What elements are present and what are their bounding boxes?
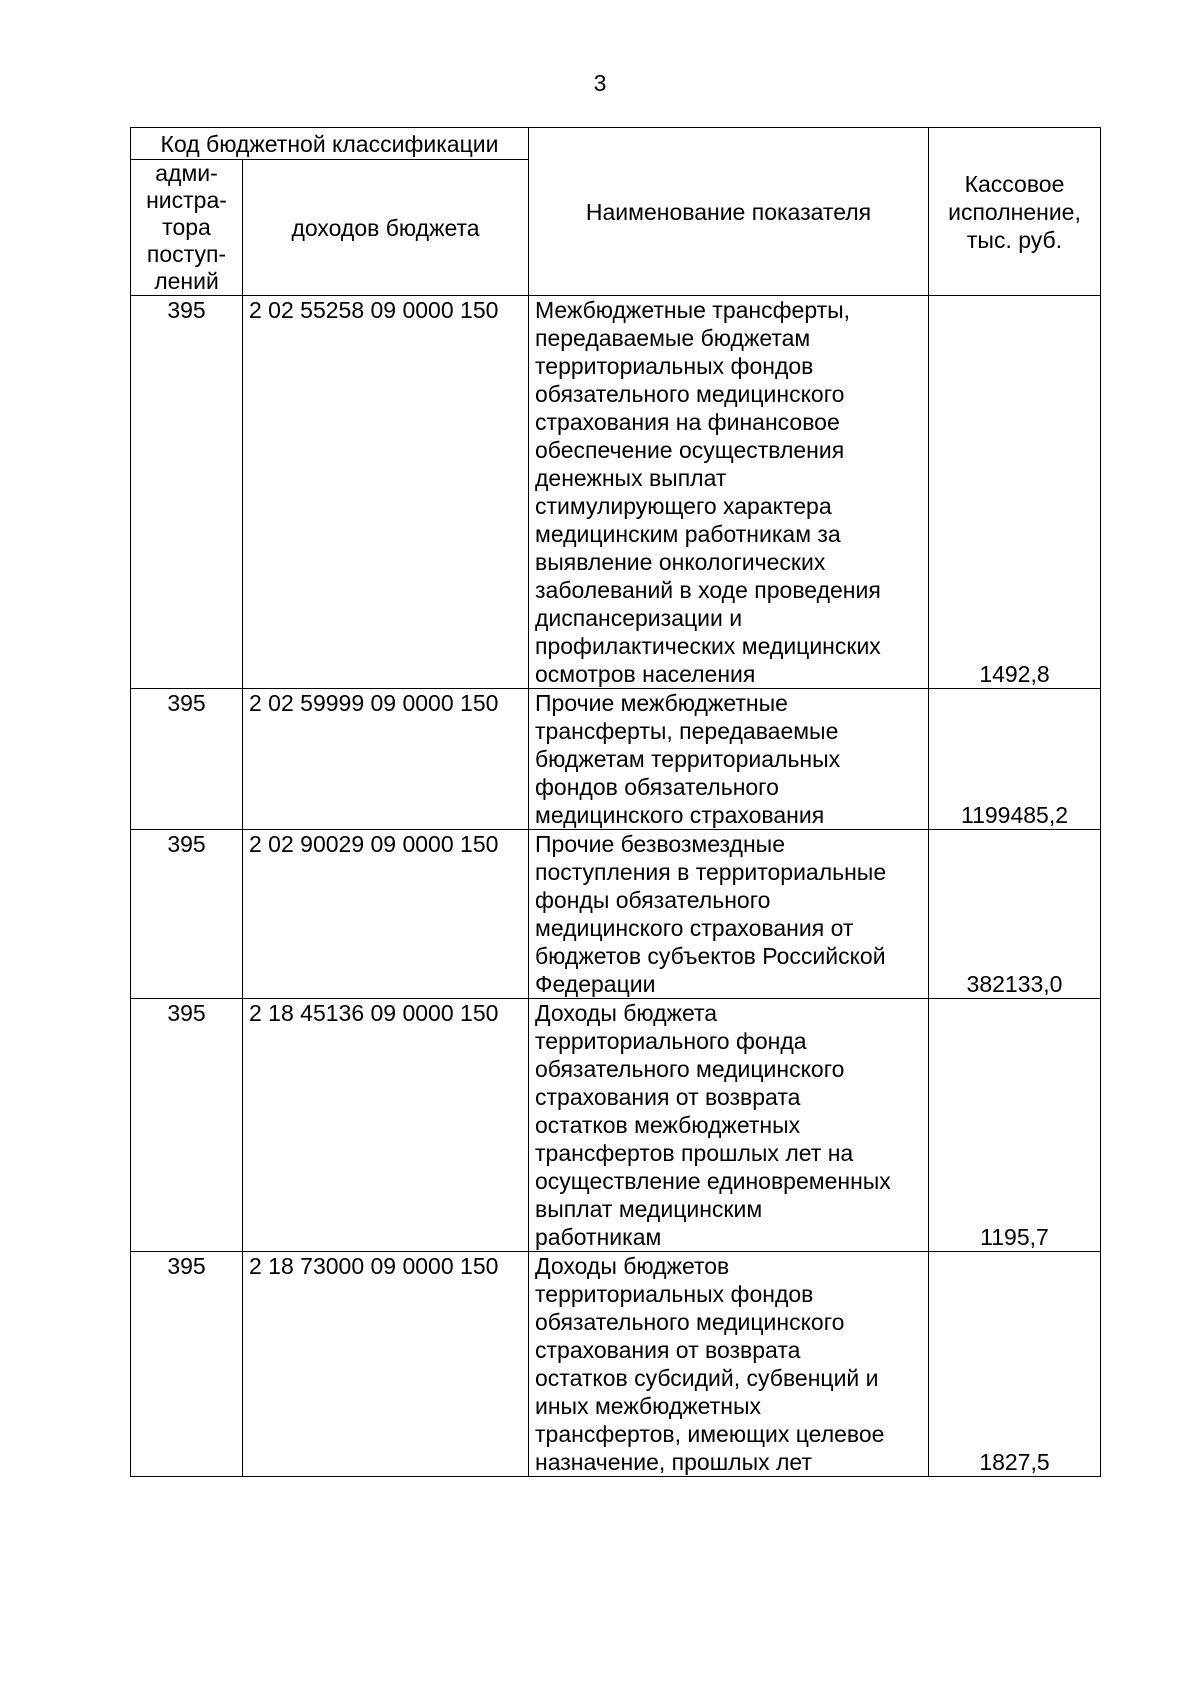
amount-cell: 1827,5 [929, 1252, 1101, 1477]
indicator-name-line: диспансеризации и [535, 605, 743, 631]
indicator-name-line: страхования на финансовое [535, 409, 840, 435]
indicator-name-line: денежных выплат [535, 465, 727, 491]
header-code-group: Код бюджетной классификации [131, 128, 529, 160]
indicator-name-line: остатков межбюджетных [535, 1112, 801, 1138]
income-code-cell: 2 18 45136 09 0000 150 [243, 999, 529, 1252]
header-amount-line: исполнение, [948, 198, 1081, 225]
indicator-name-line: заболеваний в ходе проведения [535, 577, 881, 603]
indicator-name-line: обязательного медицинского [535, 1056, 845, 1082]
indicator-name-cell [529, 296, 929, 689]
budget-table [130, 127, 1101, 1477]
amount-cell: 1199485,2 [929, 689, 1101, 830]
indicator-name-line: выплат медицинским [535, 1196, 763, 1222]
indicator-name-line: Доходы бюджетов [535, 1253, 730, 1279]
indicator-name-line: профилактических медицинских [535, 633, 881, 659]
indicator-name-line: остатков субсидий, субвенций и [535, 1365, 879, 1391]
indicator-name-line: бюджетам территориальных [535, 746, 841, 772]
table-header [131, 128, 1101, 296]
indicator-name-line: Прочие безвозмездные [535, 831, 785, 857]
table-row [131, 296, 1101, 689]
indicator-name-line: обязательного медицинского [535, 1309, 845, 1335]
admin-code-cell: 395 [131, 830, 243, 999]
table-row [131, 1252, 1101, 1477]
header-admin [131, 160, 243, 296]
indicator-name-line: медицинского страхования [535, 802, 825, 828]
indicator-name-line: Прочие межбюджетные [535, 690, 788, 716]
table-row [131, 830, 1101, 999]
income-code-cell: 2 18 73000 09 0000 150 [243, 1252, 529, 1477]
indicator-name-line: территориальных фондов [535, 1281, 814, 1307]
table-row [131, 689, 1101, 830]
header-income: доходов бюджета [243, 160, 529, 296]
indicator-name-line: территориальных фондов [535, 353, 814, 379]
indicator-name-line: передаваемые бюджетам [535, 325, 811, 351]
indicator-name-cell [529, 1252, 929, 1477]
income-code-cell: 2 02 55258 09 0000 150 [243, 296, 529, 689]
header-admin-line: лений [154, 268, 219, 294]
indicator-name-line: стимулирующего характера [535, 493, 832, 519]
indicator-name-line: Межбюджетные трансферты, [535, 297, 851, 323]
indicator-name-line: медицинским работникам за [535, 521, 841, 547]
indicator-name-line: трансфертов, имеющих целевое [535, 1421, 885, 1447]
indicator-name-line: медицинского страхования от [535, 915, 854, 941]
indicator-name-cell [529, 999, 929, 1252]
indicator-name-line: трансферты, передаваемые [535, 718, 839, 744]
header-row-1 [131, 128, 1101, 160]
indicator-name-line: иных межбюджетных [535, 1393, 761, 1419]
indicator-name-line: страхования от возврата [535, 1337, 801, 1363]
header-name: Наименование показателя [529, 128, 929, 296]
admin-code-cell: 395 [131, 1252, 243, 1477]
admin-code-cell: 395 [131, 999, 243, 1252]
indicator-name-line: территориального фонда [535, 1028, 807, 1054]
indicator-name-line: обязательного медицинского [535, 381, 845, 407]
indicator-name-line: фондов обязательного [535, 774, 779, 800]
indicator-name-line: осуществление единовременных [535, 1168, 891, 1194]
income-code-cell: 2 02 90029 09 0000 150 [243, 830, 529, 999]
indicator-name-line: обеспечение осуществления [535, 437, 845, 463]
income-code-cell: 2 02 59999 09 0000 150 [243, 689, 529, 830]
indicator-name-line: бюджетов субъектов Российской [535, 943, 886, 969]
indicator-name-line: Федерации [535, 971, 656, 997]
header-amount-line: Кассовое [964, 170, 1065, 197]
amount-cell: 1195,7 [929, 999, 1101, 1252]
header-admin-line: нистра- [146, 187, 227, 213]
indicator-name-line: поступления в территориальные [535, 859, 887, 885]
admin-code-cell: 395 [131, 689, 243, 830]
indicator-name-line: выявление онкологических [535, 549, 826, 575]
indicator-name-line: назначение, прошлых лет [535, 1449, 812, 1475]
indicator-name-line: фонды обязательного [535, 887, 771, 913]
amount-cell: 1492,8 [929, 296, 1101, 689]
admin-code-cell: 395 [131, 296, 243, 689]
page-number: 3 [593, 70, 607, 96]
indicator-name-cell [529, 689, 929, 830]
header-admin-line: тора [162, 214, 211, 240]
header-admin-line: адми- [155, 160, 218, 186]
indicator-name-line: трансфертов прошлых лет на [535, 1140, 854, 1166]
table-body [131, 296, 1101, 1477]
header-admin-line: поступ- [146, 241, 227, 267]
indicator-name-line: Доходы бюджета [535, 1000, 718, 1026]
header-amount-line: тыс. руб. [966, 226, 1063, 253]
indicator-name-line: работникам [535, 1224, 662, 1250]
indicator-name-line: страхования от возврата [535, 1084, 801, 1110]
indicator-name-cell [529, 830, 929, 999]
indicator-name-line: осмотров населения [535, 661, 756, 687]
table-row [131, 999, 1101, 1252]
amount-cell: 382133,0 [929, 830, 1101, 999]
header-amount [929, 128, 1101, 296]
